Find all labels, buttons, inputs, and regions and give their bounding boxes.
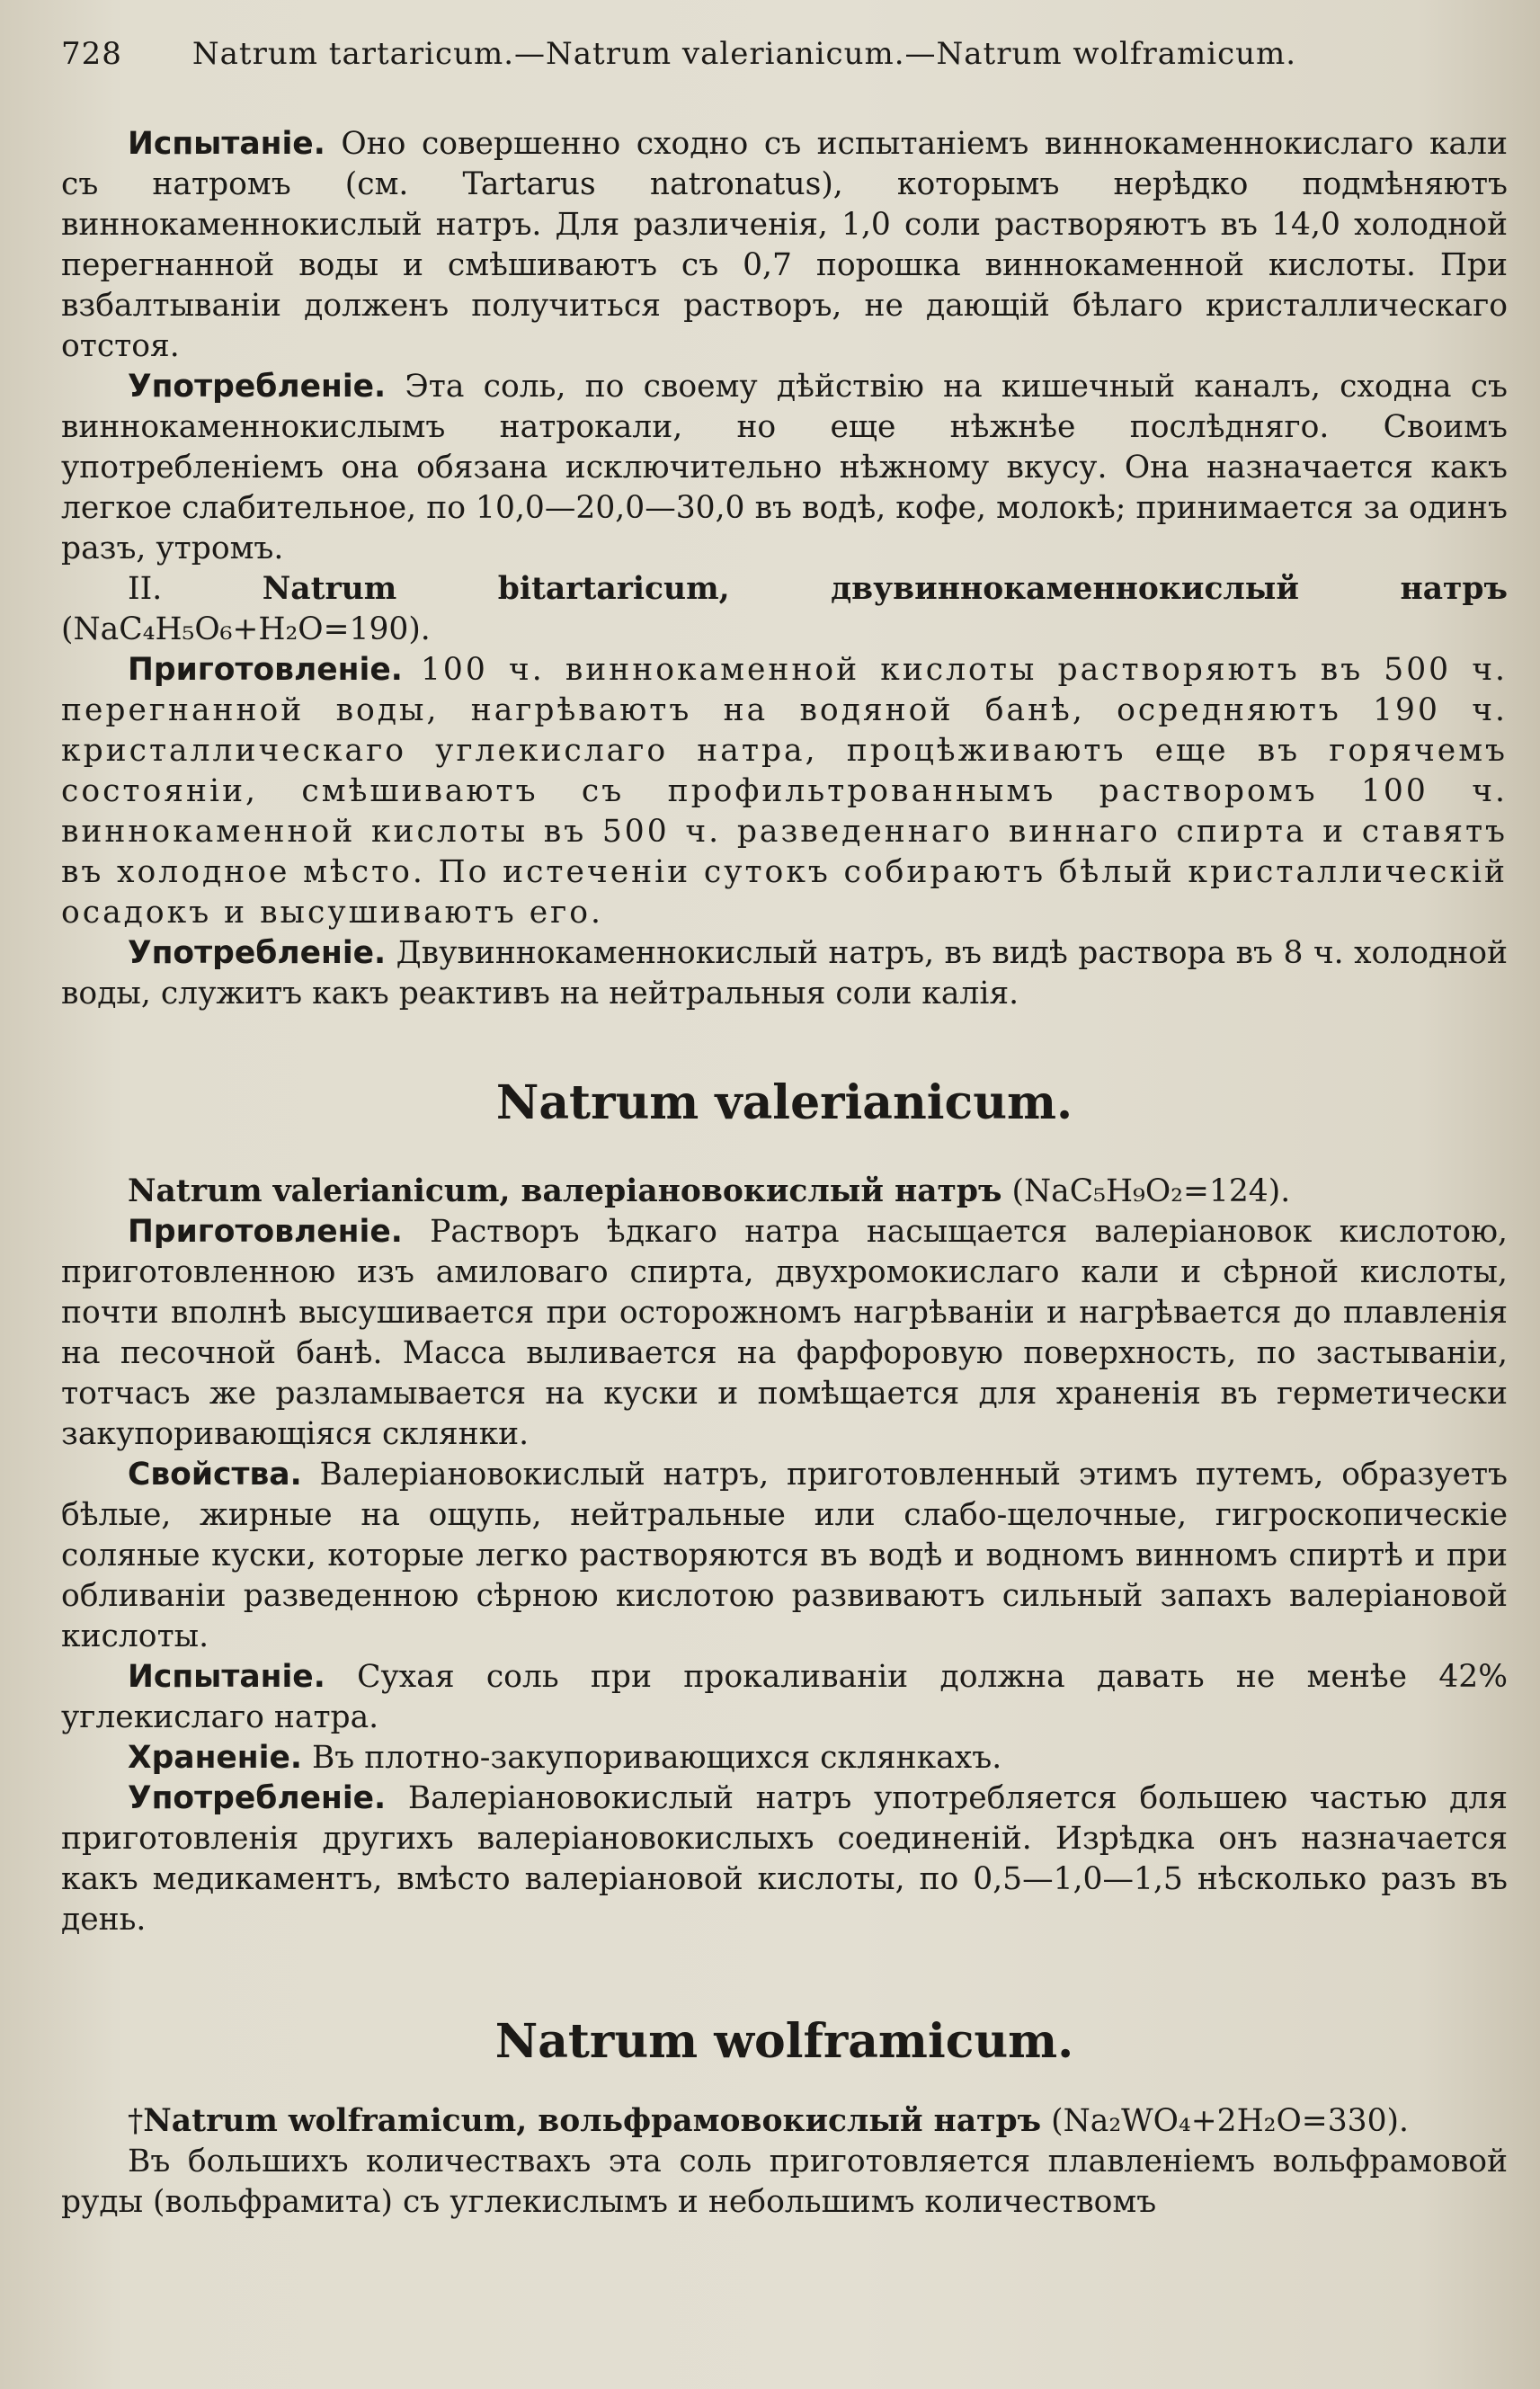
wolframicum-dagger: † — [128, 2103, 144, 2139]
valerianicum-name: Natrum valerianicum, валеріановокислый натръ — [128, 1173, 1002, 1209]
wolframicum-section-title: Natrum wolframicum. — [494, 2014, 1074, 2069]
valerianicum-test-lead: Испытаніе. — [128, 1659, 325, 1695]
wolframicum-entry-heading — [61, 2101, 1508, 2142]
valerianicum-entry-heading — [61, 1172, 1508, 1212]
tartaricum-test-lead: Испытаніе. — [128, 126, 325, 162]
running-head — [61, 36, 1508, 72]
bitartaricum-entry-heading — [61, 569, 1508, 650]
tartaricum-test-paragraph — [61, 124, 1508, 367]
valerianicum-props-paragraph — [61, 1455, 1508, 1657]
bitartaricum-name: Natrum bitartaricum, двувиннокаменнокислый натръ — [262, 571, 1509, 607]
tartaricum-use-lead: Употребленіе. — [128, 369, 387, 405]
valerianicum-prep-lead: Приготовленіе. — [128, 1214, 403, 1250]
bitartaricum-formula: (NaC₄H₅O₆+H₂O=190). — [61, 611, 431, 647]
wolframicum-formula: (Na₂WO₄+2H₂O=330). — [1051, 2103, 1409, 2139]
valerianicum-section-title: Natrum valerianicum. — [495, 1075, 1073, 1130]
running-head-title: Natrum tartaricum.—Natrum valerianicum.—Natrum wolframicum. — [191, 36, 1297, 72]
bitartaricum-prep-lead: Приготовленіе. — [128, 652, 403, 688]
valerianicum-formula: (NaC₅H₉O₂=124). — [1011, 1173, 1291, 1209]
tartaricum-test-text: Оно совершенно сходно съ испытаніемъ виннокаменнокислаго кали съ натромъ (см. Tartarus natronatus), которымъ нерѣдко подмѣняютъ виннокаменнокислый натръ. Для различенія, 1,0 соли растворяютъ въ 14,0 холодной перегнанной воды и смѣшиваютъ съ 0,7 порошка виннокаменной кислоты. При взбалтываніи долженъ получиться растворъ, не дающій бѣлаго кристаллическаго отстоя. — [61, 126, 1508, 364]
valerianicum-use-lead: Употребленіе. — [128, 1780, 387, 1816]
page-body — [61, 124, 1508, 2223]
valerianicum-test-text: Сухая соль при прокаливаніи должна давать не менѣе 42% углекислаго натра. — [61, 1659, 1509, 1735]
bitartaricum-numeral: II. — [128, 571, 163, 607]
bitartaricum-prep-paragraph — [61, 650, 1508, 933]
wolframicum-text-paragraph — [61, 2142, 1508, 2223]
valerianicum-storage-text: Въ плотно-закупоривающихся склянкахъ. — [311, 1740, 1002, 1776]
bitartaricum-use-paragraph — [61, 933, 1508, 1014]
tartaricum-use-text: Эта соль, по своему дѣйствію на кишечный каналъ, сходна съ виннокаменнокислымъ натрокали, но еще нѣжнѣе послѣдняго. Своимъ употребленіемъ она обязана исключительно нѣжному вкусу. Она назначается какъ легкое слабительное, по 10,0—20,0—30,0 въ водѣ, кофе, молокѣ; принимается за одинъ разъ, утромъ. — [61, 369, 1509, 566]
wolframicum-text: Въ большихъ количествахъ эта соль приготовляется плавленіемъ вольфрамовой руды (вольфрамита) съ углекислымъ и небольшимъ количествомъ — [61, 2144, 1508, 2220]
tartaricum-use-paragraph — [61, 367, 1508, 569]
valerianicum-storage-paragraph — [61, 1738, 1508, 1778]
bitartaricum-use-lead: Употребленіе. — [128, 935, 387, 971]
valerianicum-use-paragraph — [61, 1778, 1508, 1940]
valerianicum-props-lead: Свойства. — [128, 1457, 302, 1493]
bitartaricum-prep-text: 100 ч. виннокаменной кислоты растворяютъ въ 500 ч. перегнанной воды, нагрѣваютъ на водяной банѣ, осредняютъ 190 ч. кристаллическаго углекислаго натра, процѣживаютъ еще въ горячемъ состояніи, смѣшиваютъ съ профильтрованнымъ растворомъ 100 ч. виннокаменной кислоты въ 500 ч. разведеннаго виннаго спирта и ставятъ въ холодное мѣсто. По истеченіи сутокъ собираютъ бѣлый кристаллическій осадокъ и высушиваютъ его. — [61, 652, 1508, 931]
valerianicum-use-text: Валеріановокислый натръ употребляется большею частью для приготовленія другихъ валеріановокислыхъ соединеній. Изрѣдка онъ назначается какъ медикаментъ, вмѣсто валеріановой кислоты, по 0,5—1,0—1,5 нѣсколько разъ въ день. — [61, 1780, 1508, 1938]
valerianicum-test-paragraph — [61, 1657, 1508, 1738]
valerianicum-storage-lead: Храненіе. — [128, 1740, 302, 1776]
wolframicum-name: Natrum wolframicum, вольфрамовокислый натръ — [143, 2103, 1042, 2139]
valerianicum-prep-paragraph — [61, 1212, 1508, 1455]
page-number: 728 — [61, 36, 122, 72]
bitartaricum-use-text: Двувиннокаменнокислый натръ, въ видѣ раствора въ 8 ч. холодной воды, служитъ какъ реактивъ на нейтральныя соли калія. — [61, 935, 1509, 1012]
valerianicum-props-text: Валеріановокислый натръ, приготовленный этимъ путемъ, образуетъ бѣлые, жирные на ощупь, нейтральные или слабо-щелочные, гигроскопическіе соляные куски, которые легко растворяются въ водѣ и водномъ винномъ спиртѣ и при обливаніи разведенною сѣрною кислотою развиваютъ сильный запахъ валеріановой кислоты. — [61, 1457, 1509, 1654]
valerianicum-prep-text: Растворъ ѣдкаго натра насыщается валеріановок кислотою, приготовленною изъ амиловаго спирта, двухромокислаго кали и сѣрной кислоты, почти вполнѣ высушивается при осторожномъ нагрѣваніи и нагрѣвается до плавленія на песочной банѣ. Масса выливается на фарфоровую поверхность, по застываніи, тотчасъ же разламывается на куски и помѣщается для храненія въ герметически закупоривающіяся склянки. — [61, 1214, 1508, 1452]
